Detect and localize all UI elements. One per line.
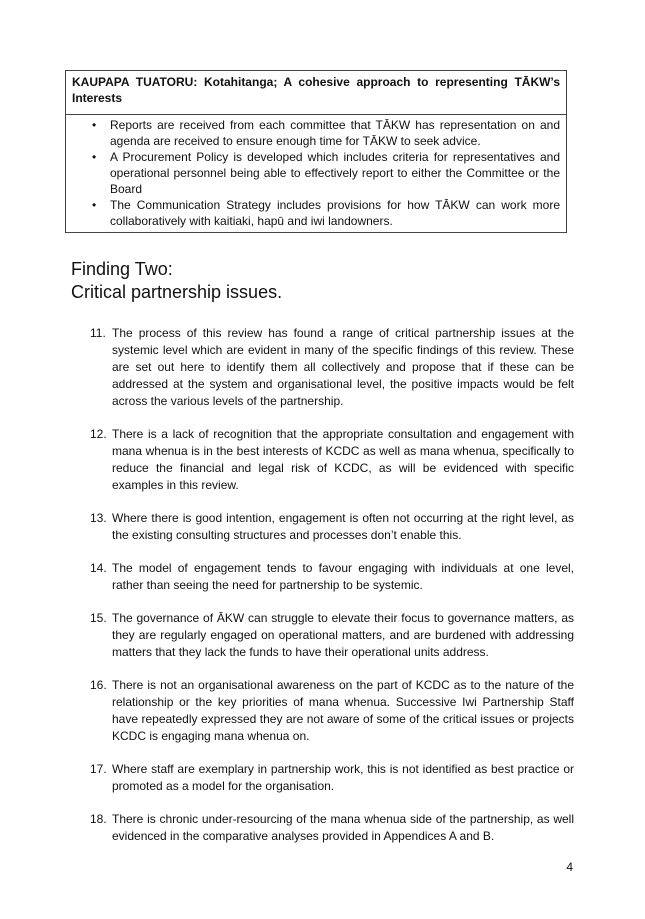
kaupapa-body [66, 115, 566, 232]
finding-item-text: There is a lack of recognition that the appropriate consultation and engagement with mana whenua is in the best interests of KCDC as well as mana whenua, specifically to reduce the financial and legal risk of KCDC, as will be evidenced with specific examples in this review. [112, 427, 574, 492]
bullet-icon: • [92, 198, 97, 212]
finding-item [90, 510, 574, 544]
finding-item [90, 811, 574, 845]
findings-list [90, 325, 574, 861]
finding-item-text: The governance of ĀKW can struggle to elevate their focus to governance matters, as they are regularly engaged on operational matters, and are burdened with addressing matters that they lack the funds to have their operational units address. [112, 611, 574, 659]
finding-item-number: 18. [90, 812, 107, 826]
finding-item-text: Where staff are exemplary in partnership work, this is not identified as best practice or promoted as a model for the organisation. [112, 762, 574, 793]
page-number: 4 [566, 860, 573, 874]
kaupapa-bullet-list [72, 117, 560, 229]
finding-item [90, 761, 574, 795]
finding-item-number: 11. [90, 326, 106, 340]
finding-item [90, 426, 574, 494]
kaupapa-bullet-item [72, 117, 560, 149]
finding-item-number: 16. [90, 678, 107, 692]
finding-item-number: 14. [90, 561, 107, 575]
bullet-icon: • [92, 150, 97, 164]
finding-item-number: 12. [90, 427, 107, 441]
finding-item-number: 13. [90, 511, 107, 525]
finding-item-text: Where there is good intention, engagement is often not occurring at the right level, as the existing consulting structures and processes don’t enable this. [112, 511, 574, 542]
finding-heading [71, 258, 282, 304]
finding-item [90, 560, 574, 594]
finding-item [90, 610, 574, 661]
bullet-icon: • [92, 118, 97, 132]
finding-item-text: The model of engagement tends to favour engaging with individuals at one level, rather than seeing the need for partnership to be systemic. [112, 561, 574, 592]
kaupapa-bullet-text: A Procurement Policy is developed which includes criteria for representatives and operational personnel being able to effectively report to either the Committee or the Board [110, 150, 560, 196]
finding-item-number: 17. [90, 762, 107, 776]
finding-item-number: 15. [90, 611, 107, 625]
finding-item-text: The process of this review has found a range of critical partnership issues at the systemic level which are evident in many of the specific findings of this review. These are set out here to identify them all collectively and propose that if these can be addressed at the system and organisational level, the positive impacts would be felt across the various levels of the partnership. [112, 326, 574, 408]
finding-item-text: There is chronic under-resourcing of the mana whenua side of the partnership, as well evidenced in the comparative analyses provided in Appendices A and B. [112, 812, 574, 843]
kaupapa-heading: KAUPAPA TUATORU: Kotahitanga; A cohesive approach to representing TĀKW’s Interests [66, 71, 566, 115]
kaupapa-bullet-text: The Communication Strategy includes provisions for how TĀKW can work more collaboratively with kaitiaki, hapū and iwi landowners. [110, 198, 560, 228]
finding-heading-line2: Critical partnership issues. [71, 282, 283, 302]
finding-item-text: There is not an organisational awareness on the part of KCDC as to the nature of the relationship or the key priorities of mana whenua. Successive Iwi Partnership Staff have repeatedly expressed they are not aware of some of the critical issues or projects KCDC is engaging mana whenua on. [112, 678, 574, 743]
kaupapa-box [65, 70, 567, 233]
kaupapa-bullet-item [72, 149, 560, 197]
finding-item [90, 325, 574, 410]
kaupapa-bullet-text: Reports are received from each committee that TĀKW has representation on and agenda are received to ensure enough time for TĀKW to seek advice. [110, 118, 560, 148]
kaupapa-bullet-item [72, 197, 560, 229]
finding-heading-line1: Finding Two: [71, 259, 173, 279]
finding-item [90, 677, 574, 745]
